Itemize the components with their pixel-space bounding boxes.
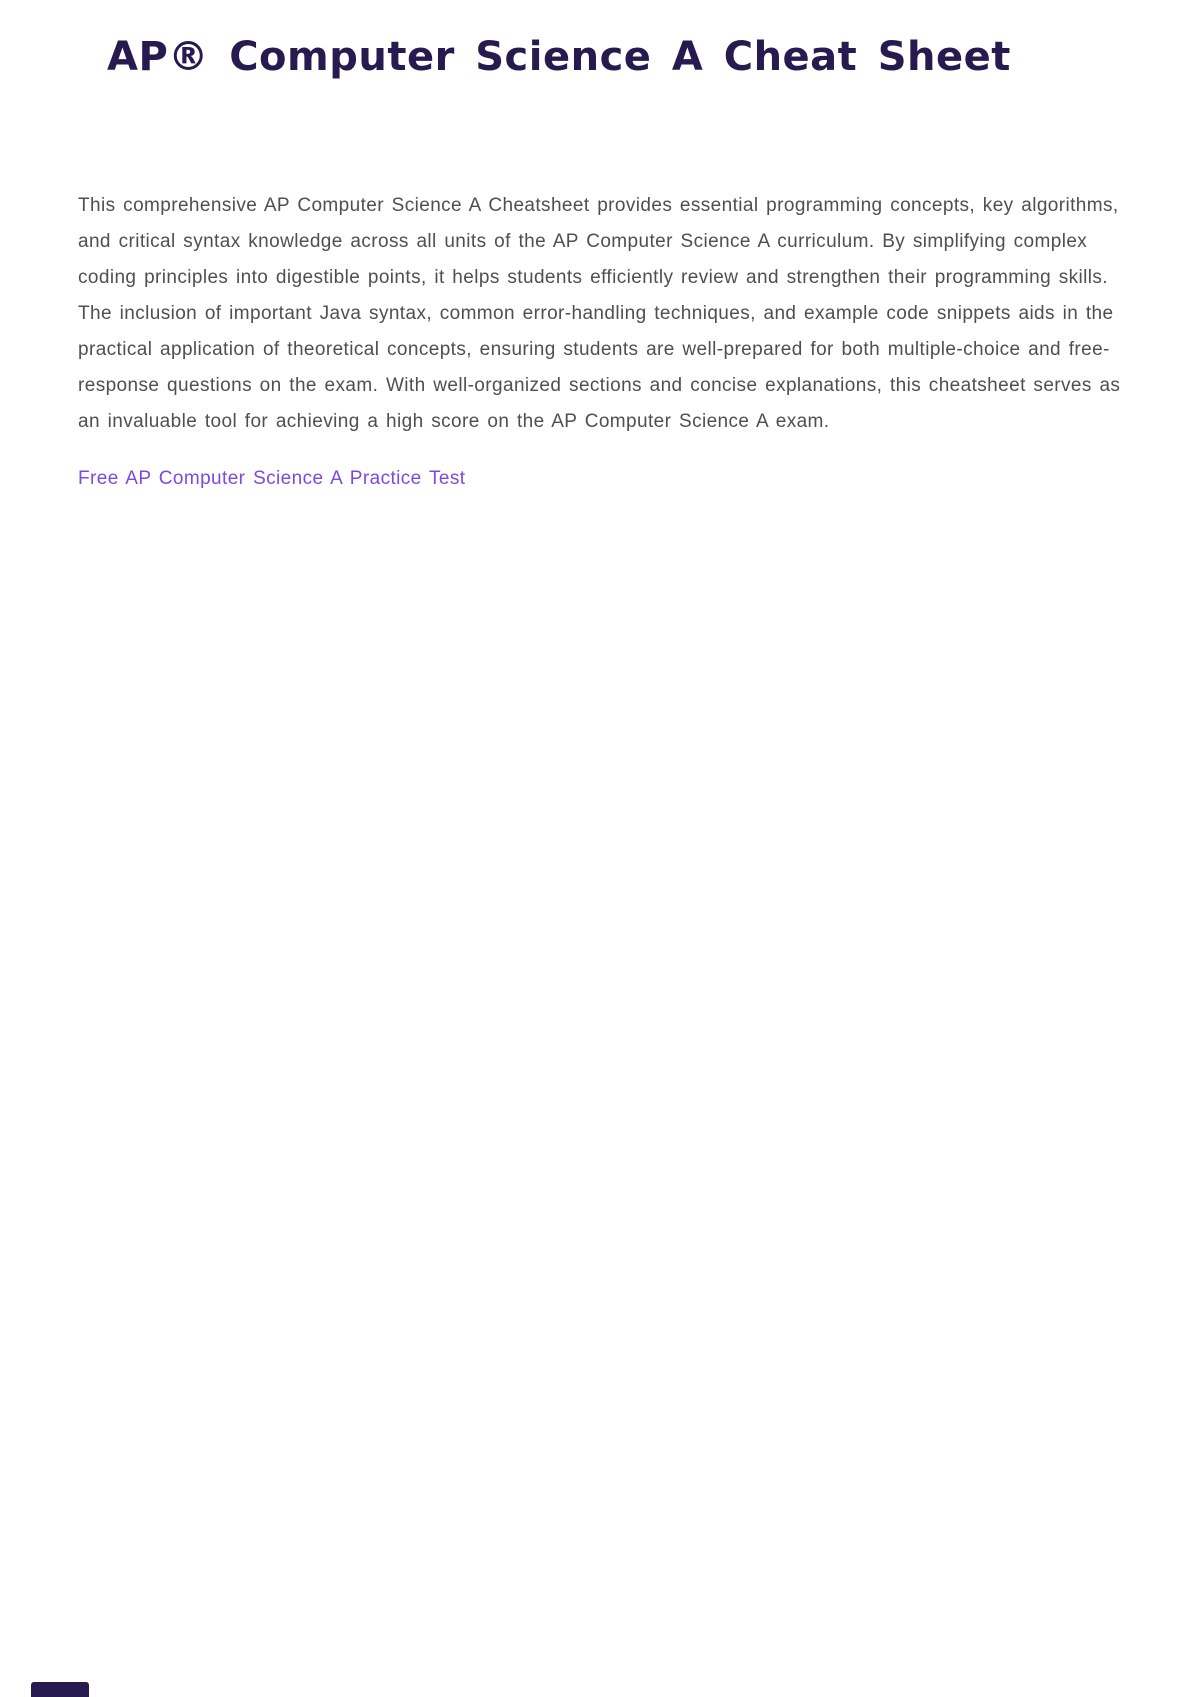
- partial-code-block: [31, 1682, 89, 1697]
- practice-test-link[interactable]: Free AP Computer Science A Practice Test: [78, 468, 466, 489]
- intro-paragraph: This comprehensive AP Computer Science A Cheatsheet provides essential programming concepts, key algorithms, and critical syntax knowledge across all units of the AP Computer Science A curriculum. By simplifying complex coding principles into digestible points, it helps students efficiently review and strengthen their programming skills. The inclusion of important Java syntax, common error-handling techniques, and example code snippets aids in the practical application of theoretical concepts, ensuring students are well-prepared for both multiple-choice and free-response questions on the exam. With well-organized sections and concise explanations, this cheatsheet serves as an invaluable tool for achieving a high score on the AP Computer Science A exam.: [78, 195, 1121, 432]
- page-title: AP® Computer Science A Cheat Sheet: [107, 34, 1011, 80]
- article-content: [78, 30, 1124, 490]
